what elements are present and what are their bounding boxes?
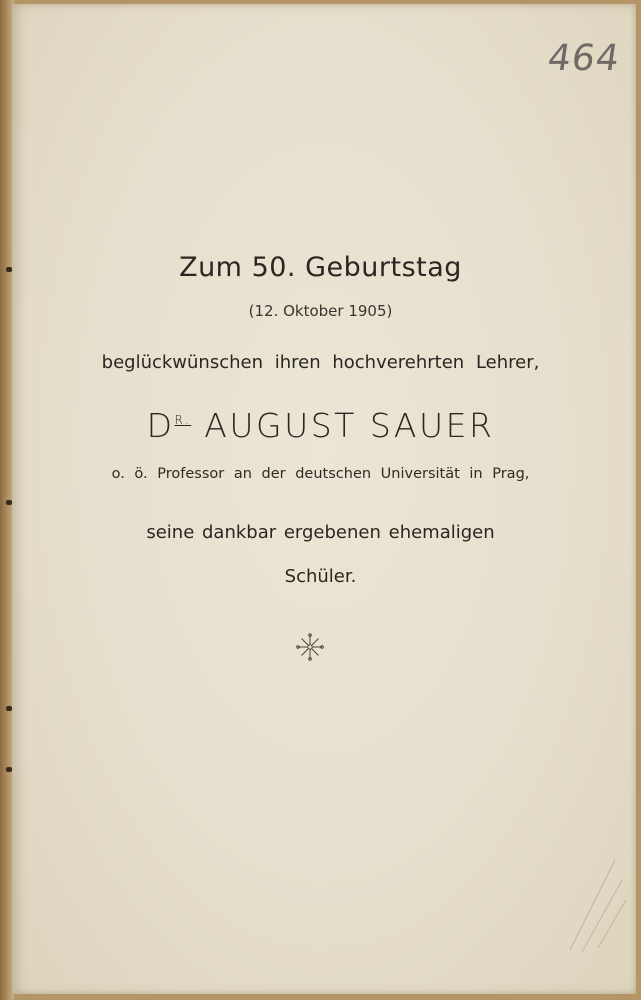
greeting-line: beglückwünschen ihren hochverehrten Lehrer, <box>101 352 540 373</box>
document-page <box>12 4 636 994</box>
paper-wear-marks <box>560 840 630 960</box>
title-prefix: D <box>146 406 175 445</box>
professor-position: o. ö. Professor an der deutschen Universität in Prag, <box>111 466 530 482</box>
signatories: Schüler. <box>284 566 357 587</box>
star-flower-ornament-icon <box>295 632 325 662</box>
page-title: Zum 50. Geburtstag <box>179 252 462 283</box>
closing-line: seine dankbar ergebenen ehemaligen <box>146 522 495 543</box>
title-suffix: R. <box>174 413 192 427</box>
birthday-date: (12. Oktober 1905) <box>248 302 393 320</box>
honoree-name-line <box>0 406 641 445</box>
honoree-name: AUGUST SAUER <box>204 406 495 445</box>
archive-number: 464 <box>545 38 623 79</box>
